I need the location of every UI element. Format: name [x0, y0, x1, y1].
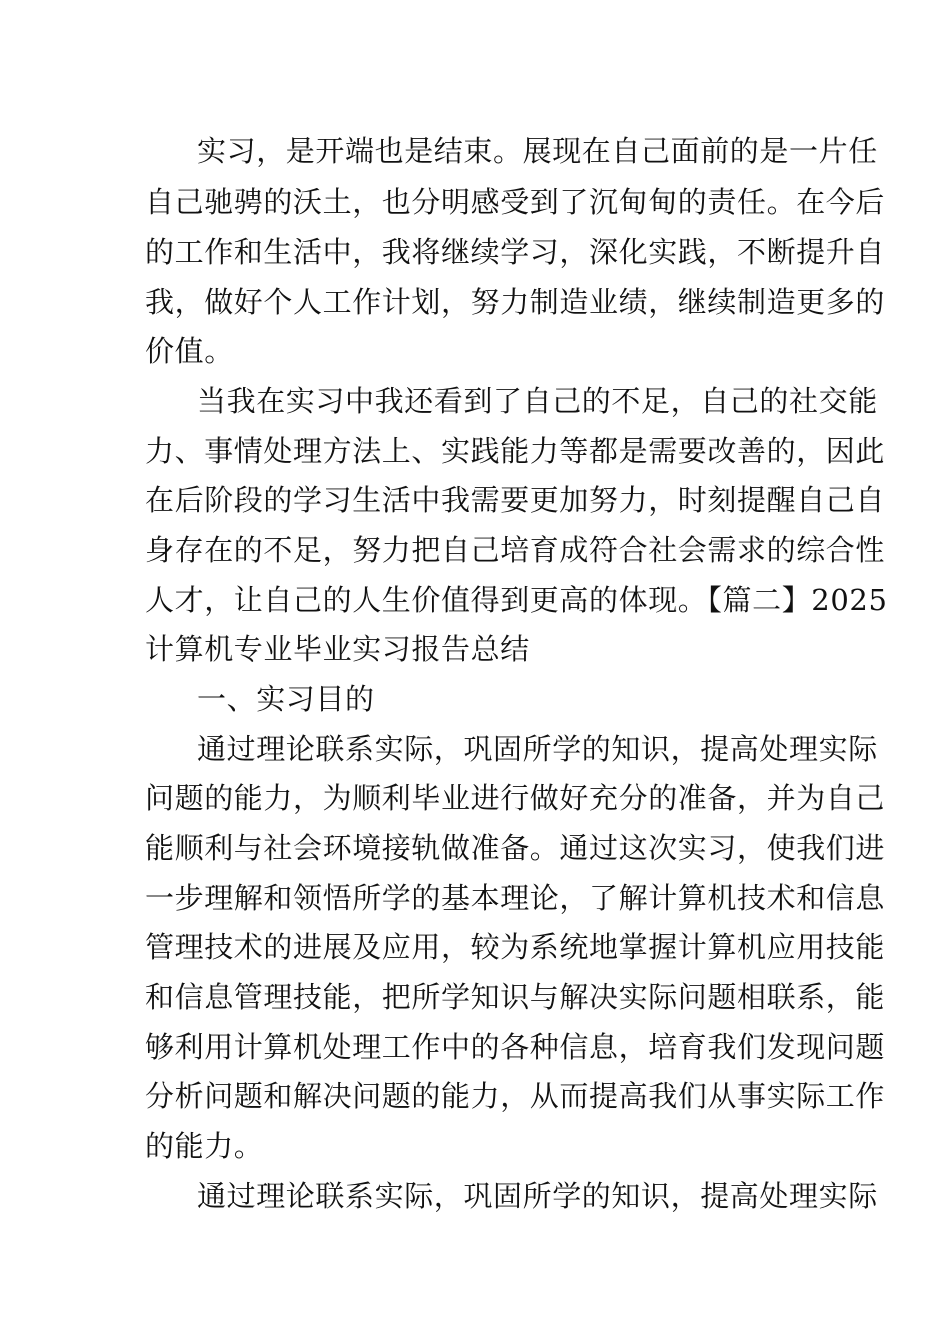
text-line: 价值。: [145, 334, 234, 368]
text-line: 管理技术的进展及应用，较为系统地掌握计算机应用技能: [145, 930, 886, 964]
text-line: 在后阶段的学习生活中我需要更加努力，时刻提醒自己自: [145, 483, 886, 517]
text-line: 当我在实习中我还看到了自己的不足，自己的社交能: [197, 384, 878, 418]
text-line: 计算机专业毕业实习报告总结: [145, 632, 530, 666]
text-line: 力、事情处理方法上、实践能力等都是需要改善的，因此: [145, 434, 886, 468]
text-line: 身存在的不足，努力把自己培育成符合社会需求的综合性: [145, 533, 886, 567]
text-line: 能顺利与社会环境接轨做准备。通过这次实习，使我们进: [145, 831, 886, 865]
text-line: 实习，是开端也是结束。展现在自己面前的是一片任: [197, 134, 878, 168]
text-line: 的能力。: [145, 1129, 264, 1163]
text-line: 和信息管理技能，把所学知识与解决实际问题相联系，能: [145, 980, 886, 1014]
section-heading: 一、实习目的: [197, 682, 375, 716]
text-line: 的工作和生活中，我将继续学习，深化实践，不断提升自: [145, 235, 886, 269]
text-line: 分析问题和解决问题的能力，从而提高我们从事实际工作: [145, 1079, 886, 1113]
text-line: 通过理论联系实际，巩固所学的知识，提高处理实际: [197, 1179, 878, 1213]
text-line: 我，做好个人工作计划，努力制造业绩，继续制造更多的: [145, 285, 886, 319]
text-line: 通过理论联系实际，巩固所学的知识，提高处理实际: [197, 732, 878, 766]
text-line: 自己驰骋的沃土，也分明感受到了沉甸甸的责任。在今后: [145, 185, 886, 219]
text-line: 人才，让自己的人生价值得到更高的体现。【篇二】2025: [145, 583, 888, 617]
text-line: 一步理解和领悟所学的基本理论，了解计算机技术和信息: [145, 881, 886, 915]
text-line: 问题的能力，为顺利毕业进行做好充分的准备，并为自己: [145, 781, 886, 815]
text-line: 够利用计算机处理工作中的各种信息，培育我们发现问题: [145, 1030, 886, 1064]
